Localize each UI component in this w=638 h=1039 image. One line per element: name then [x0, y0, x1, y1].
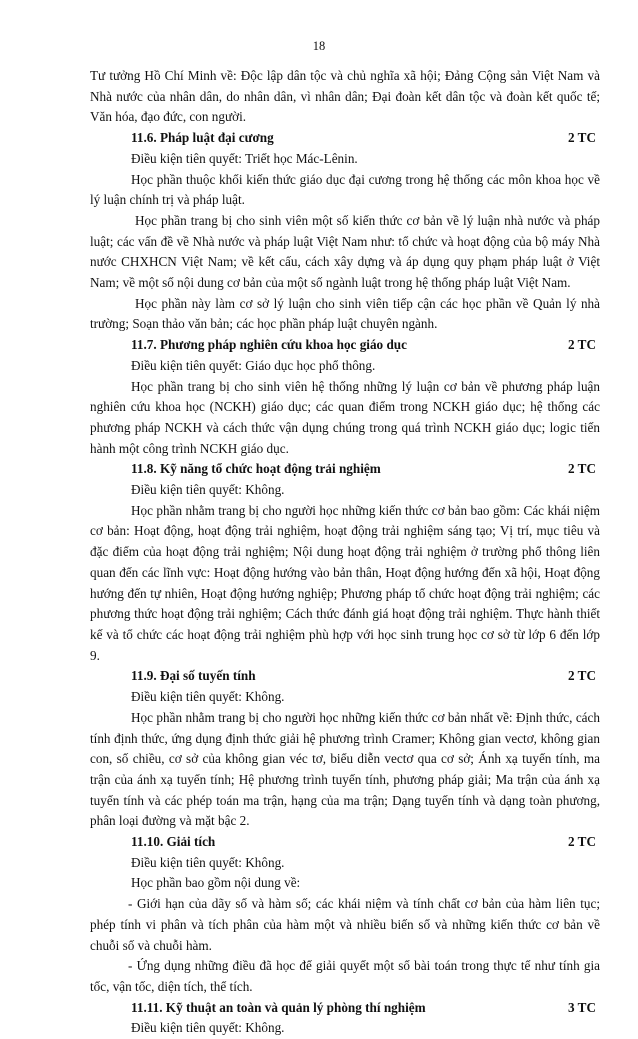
- paragraph: Học phần thuộc khối kiến thức giáo dục đại cương trong hệ thống các môn khoa học về lý luận chính trị và pháp luật.: [90, 171, 600, 208]
- paragraph: Điều kiện tiên quyết: Giáo dục học phổ thông.: [131, 357, 376, 373]
- section-heading: [90, 666, 600, 687]
- paragraph: Điều kiện tiên quyết: Không.: [131, 482, 285, 498]
- section-heading: [90, 832, 600, 853]
- section-title: 11.8. Kỹ năng tổ chức hoạt động trải nghiệm: [131, 461, 381, 477]
- paragraph: Điều kiện tiên quyết: Không.: [131, 854, 285, 870]
- paragraph: Học phần này làm cơ sở lý luận cho sinh viên tiếp cận các học phần về Quản lý nhà trường; Soạn thảo văn bản; các học phần pháp luật chuyên ngành.: [90, 295, 600, 332]
- section-title: 11.10. Giải tích: [131, 834, 216, 850]
- section-heading: [90, 128, 600, 149]
- page-number: 18: [312, 39, 326, 53]
- bullet-item: - Ứng dụng những điều đã học để giải quyết một số bài toán trong thực tế như tính gia tốc, vận tốc, diện tích, thể tích.: [90, 958, 600, 994]
- paragraph: Học phần trang bị cho sinh viên hệ thống những lý luận cơ bản về phương pháp luận nghiên cứu khoa học (NCKH) giáo dục; các quan điểm trong NCKH giáo dục; hệ thống các phương pháp NCKH và cách thức vận dụng chúng trong quá trình NCKH giáo dục; logic tiến hành một công trình NCKH giáo dục.: [90, 378, 600, 456]
- paragraph: Học phần bao gồm nội dung về:: [131, 875, 301, 891]
- section-title: 11.9. Đại số tuyến tính: [131, 668, 256, 684]
- section-credits: 2 TC: [568, 668, 596, 684]
- paragraph: Học phần nhằm trang bị cho người học những kiến thức cơ bản nhất về: Định thức, cách tính định thức, ứng dụng định thức giải hệ phương trình Cramer; Không gian vectơ, không gian con, số chiều, cơ sở của không gian véc tơ, biểu diễn vectơ qua cơ sở; Ánh xạ tuyến tính, ma trận của ánh xạ tuyến tính; Hệ phương trình tuyến tính, phương pháp giải; Ma trận của ánh xạ tuyến tính và các phép toán ma trận, hạng của ma trận; Dạng tuyến tính và dạng toàn phương, phân loại đường và mặt bậc 2.: [90, 709, 600, 829]
- section-heading: [90, 998, 600, 1019]
- section-title: 11.7. Phương pháp nghiên cứu khoa học giáo dục: [131, 337, 407, 353]
- section-credits: 2 TC: [568, 130, 596, 146]
- section-credits: 2 TC: [568, 337, 596, 353]
- paragraph: Điều kiện tiên quyết: Triết học Mác-Lênin.: [131, 150, 358, 166]
- paragraph: Tư tưởng Hồ Chí Minh về: Độc lập dân tộc và chủ nghĩa xã hội; Đảng Cộng sản Việt Nam và Nhà nước của nhân dân, do nhân dân, vì nhân dân; Đại đoàn kết dân tộc và đoàn kết quốc tế; Văn hóa, đạo đức, con người.: [90, 68, 600, 125]
- section-title: 11.6. Pháp luật đại cương: [131, 130, 274, 146]
- paragraph: Học phần nhằm trang bị cho người học những kiến thức cơ bản bao gồm: Các khái niệm cơ bản: Hoạt động, hoạt động trải nghiệm, hoạt động trải nghiệm sáng tạo; Vị trí, mục tiêu và đặc điểm của hoạt động trải nghiệm; Nội dung hoạt động trải nghiệm ở trường phổ thông liên quan đến các lĩnh vực: Hoạt động hướng vào bản thân, Hoạt động hướng đến xã hội, Hoạt động hướng đến tự nhiên, Hoạt động hướng nghiệp; Phương pháp tổ chức hoạt động trải nghiệm; các phương thức hoạt động trải nghiệm; Cách thức đánh giá hoạt động trải nghiệm. Thực hành thiết kế và tổ chức các hoạt động trải nghiệm phù hợp với học sinh trung học cơ sở từ lớp 6 đến lớp 9.: [90, 502, 600, 663]
- section-credits: 2 TC: [568, 461, 596, 477]
- bullet-item: - Giới hạn của dãy số và hàm số; các khái niệm và tính chất cơ bản của hàm liên tục; phép tính vi phân và tích phân của hàm một và nhiều biến số và những kiến thức cơ bản về chuỗi số và chuỗi hàm.: [90, 896, 600, 953]
- section-heading: [90, 459, 600, 480]
- section-title: 11.11. Kỹ thuật an toàn và quản lý phòng thí nghiệm: [131, 999, 426, 1015]
- page-content: [90, 66, 600, 1039]
- section-credits: 2 TC: [568, 834, 596, 850]
- section-credits: 3 TC: [568, 999, 596, 1015]
- section-heading: [90, 335, 600, 356]
- paragraph: Điều kiện tiên quyết: Không.: [131, 1020, 285, 1036]
- paragraph: Điều kiện tiên quyết: Không.: [131, 689, 285, 705]
- paragraph: Học phần trang bị cho sinh viên một số kiến thức cơ bản về lý luận nhà nước và pháp luật; các vấn đề về Nhà nước và pháp luật Việt Nam như: tổ chức và hoạt động của bộ máy Nhà nước CHXHCN Việt Nam; về kết cấu, cách xây dựng và áp dụng quy phạm pháp luật ở Việt Nam; về một số nội dung cơ bản của một số ngành luật trong hệ thống pháp luật Việt Nam.: [90, 212, 600, 291]
